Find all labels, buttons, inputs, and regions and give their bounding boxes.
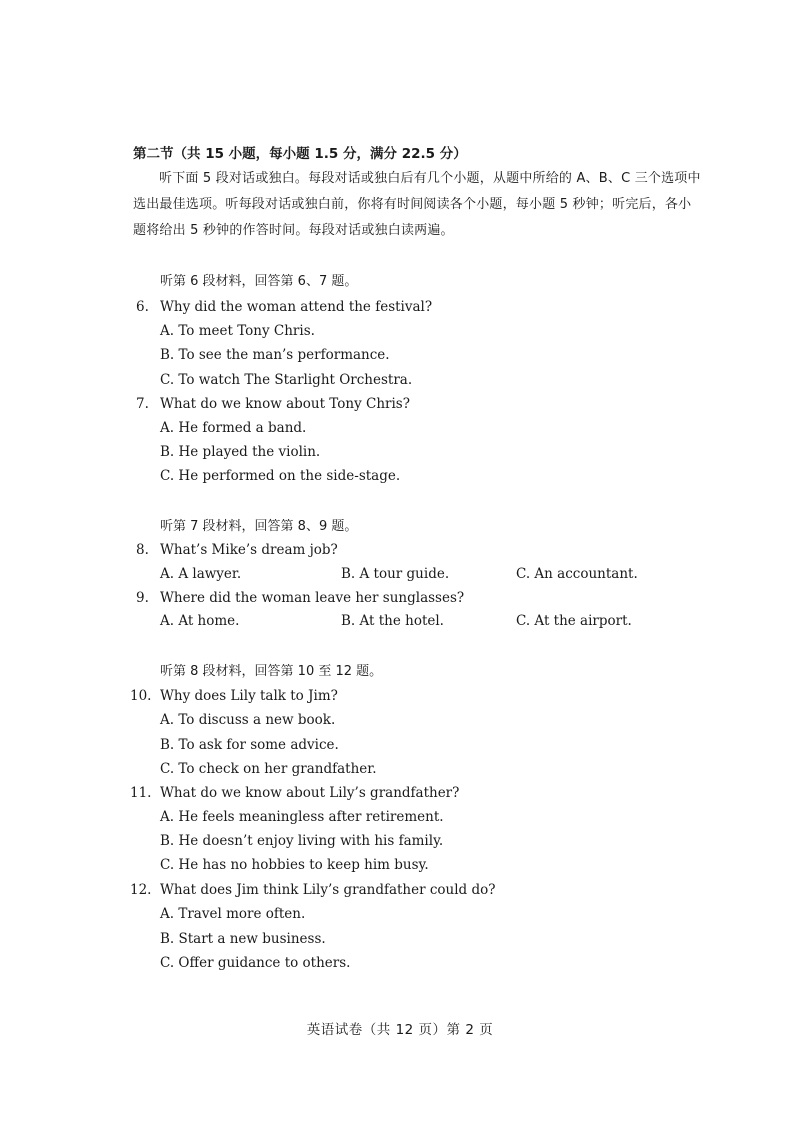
option-b: B. He doesn’t enjoy living with his family. (160, 833, 444, 849)
question-number: 10. (130, 688, 152, 704)
group-heading-8: 听第 8 段材料，回答第 10 至 12 题。 (160, 664, 383, 679)
option-a: A. He feels meaningless after retirement. (160, 809, 444, 825)
question-text: Why does Lily talk to Jim? (160, 688, 338, 704)
question-text: What do we know about Tony Chris? (160, 396, 410, 412)
option-a: A. Travel more often. (160, 906, 306, 922)
option-a: A. A lawyer. (160, 566, 242, 582)
question-text: What do we know about Lily’s grandfather? (160, 785, 460, 801)
option-a: A. To discuss a new book. (160, 712, 336, 728)
question-number: 12. (130, 882, 152, 898)
option-c: C. To watch The Starlight Orchestra. (160, 372, 413, 388)
option-b: B. To ask for some advice. (160, 737, 339, 753)
option-c: C. To check on her grandfather. (160, 761, 377, 777)
option-a: A. To meet Tony Chris. (160, 323, 315, 339)
group-heading-7: 听第 7 段材料，回答第 8、9 题。 (160, 519, 358, 534)
option-b: B. A tour guide. (341, 566, 450, 582)
option-b: B. At the hotel. (341, 613, 444, 629)
option-c: C. He performed on the side-stage. (160, 468, 401, 484)
section-title: 第二节（共 15 小题，每小题 1.5 分，满分 22.5 分） (133, 146, 467, 162)
question-number: 9. (136, 590, 149, 606)
option-c: C. Offer guidance to others. (160, 955, 351, 971)
question-number: 7. (136, 396, 149, 412)
option-c: C. At the airport. (516, 613, 632, 629)
option-c: C. An accountant. (516, 566, 638, 582)
question-text: Where did the woman leave her sunglasses? (160, 590, 465, 606)
option-a: A. At home. (160, 613, 240, 629)
question-text: What does Jim think Lily’s grandfather could do? (160, 882, 496, 898)
option-a: A. He formed a band. (160, 420, 307, 436)
question-number: 6. (136, 299, 149, 315)
page-footer: 英语试卷（共 12 页）第 2 页 (306, 1022, 494, 1038)
question-text: Why did the woman attend the festival? (160, 299, 433, 315)
question-number: 8. (136, 542, 149, 558)
group-heading-6: 听第 6 段材料，回答第 6、7 题。 (160, 274, 358, 289)
section-instructions: 听下面 5 段对话或独白。每段对话或独白后有几个小题，从题中所给的 A、B、C 三个选项中选出最佳选项。听每段对话或独白前，你将有时间阅读各个小题，每小题 5 秒钟；听完后，各小题将给出 5 秒钟的作答时间。每段对话或独白读两遍。 (133, 171, 701, 238)
question-number: 11. (130, 785, 152, 801)
option-b: B. To see the man’s performance. (160, 347, 390, 363)
option-b: B. He played the violin. (160, 444, 321, 460)
question-text: What’s Mike’s dream job? (160, 542, 338, 558)
option-b: B. Start a new business. (160, 931, 326, 947)
option-c: C. He has no hobbies to keep him busy. (160, 857, 429, 873)
